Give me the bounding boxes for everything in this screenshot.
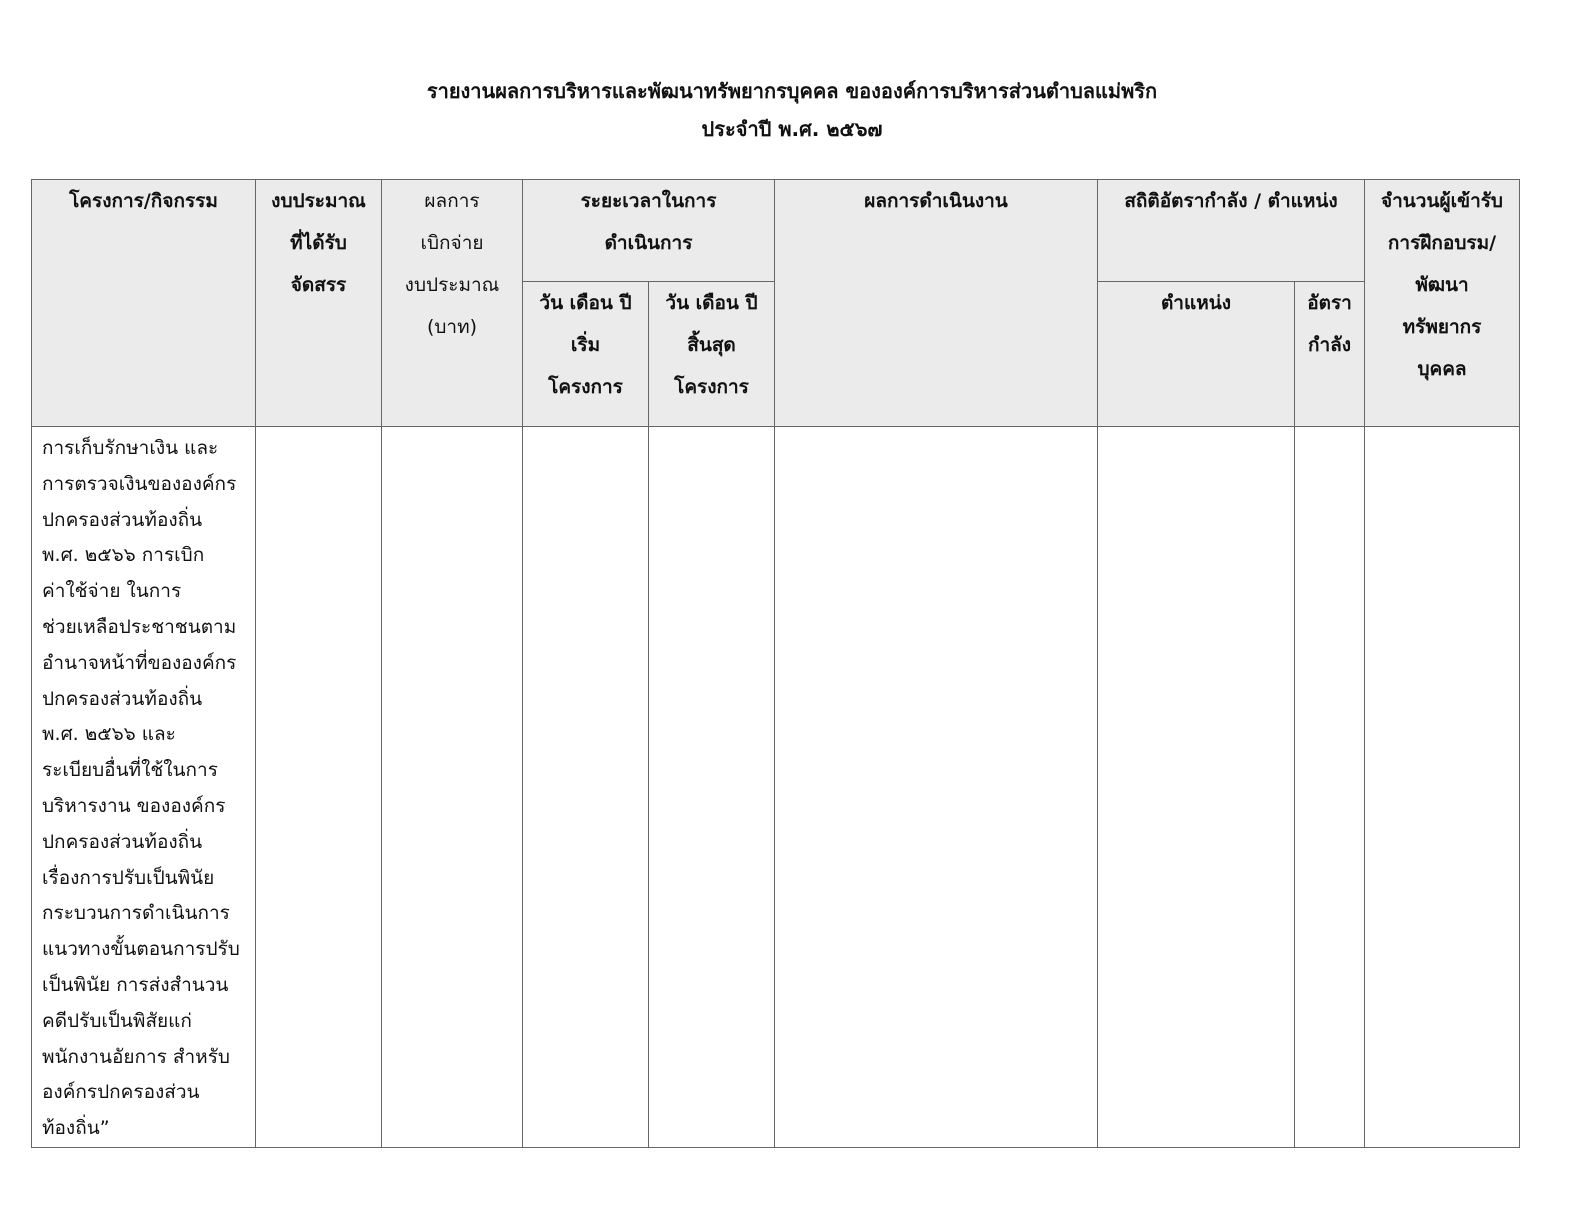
- report-table: [31, 179, 1520, 1148]
- header-end-date: วัน เดือน ปี สิ้นสุด โครงการ: [649, 282, 775, 427]
- cell-end-date: [649, 427, 775, 1148]
- cell-budget-allocated: [256, 427, 382, 1148]
- header-workforce: อัตรา กำลัง: [1295, 282, 1365, 427]
- header-results: ผลการดำเนินงาน: [775, 180, 1098, 427]
- document-subtitle: ประจำปี พ.ศ. ๒๕๖๗: [701, 117, 883, 141]
- cell-trainees: [1365, 427, 1520, 1148]
- cell-start-date: [523, 427, 649, 1148]
- header-start-date: วัน เดือน ปี เริ่ม โครงการ: [523, 282, 649, 427]
- table-row: [32, 427, 1520, 1148]
- header-period: ระยะเวลาในการ ดำเนินการ: [523, 180, 775, 282]
- header-budget-allocated: งบประมาณ ที่ได้รับ จัดสรร: [256, 180, 382, 427]
- document-title: รายงานผลการบริหารและพัฒนาทรัพยากรบุคคล ขององค์การบริหารส่วนตำบลแม่พริก: [426, 79, 1158, 103]
- header-stats: สถิติอัตรากำลัง / ตำแหน่ง: [1098, 180, 1365, 282]
- header-position: ตำแหน่ง: [1098, 282, 1295, 427]
- header-budget-disbursed: ผลการ เบิกจ่าย งบประมาณ (บาท): [382, 180, 523, 427]
- cell-project: การเก็บรักษาเงิน และ การตรวจเงินขององค์กร ปกครองส่วนท้องถิ่น พ.ศ. ๒๕๖๖ การเบิก ค่าใช้จ่าย ในการ ช่วยเหลือประชาชนตาม อำนาจหน้าที่ขององค์กร ปกครองส่วนท้องถิ่น พ.ศ. ๒๕๖๖ และ ระเบียบอื่นที่ใช้ในการ บริหารงาน ขององค์กร ปกครองส่วนท้องถิ่น เรื่องการปรับเป็นพินัย กระบวนการดำเนินการ แนวทางขั้นตอนการปรับ เป็นพินัย การส่งสำนวน คดีปรับเป็นพิสัยแก่ พนักงานอัยการ สำหรับ องค์กรปกครองส่วน ท้องถิ่น”: [32, 427, 256, 1148]
- cell-workforce: [1295, 427, 1365, 1148]
- cell-budget-disbursed: [382, 427, 523, 1148]
- header-trainees: จำนวนผู้เข้ารับ การฝึกอบรม/ พัฒนา ทรัพยากร บุคคล: [1365, 180, 1520, 427]
- cell-position: [1098, 427, 1295, 1148]
- cell-results: [775, 427, 1098, 1148]
- header-project: โครงการ/กิจกรรม: [32, 180, 256, 427]
